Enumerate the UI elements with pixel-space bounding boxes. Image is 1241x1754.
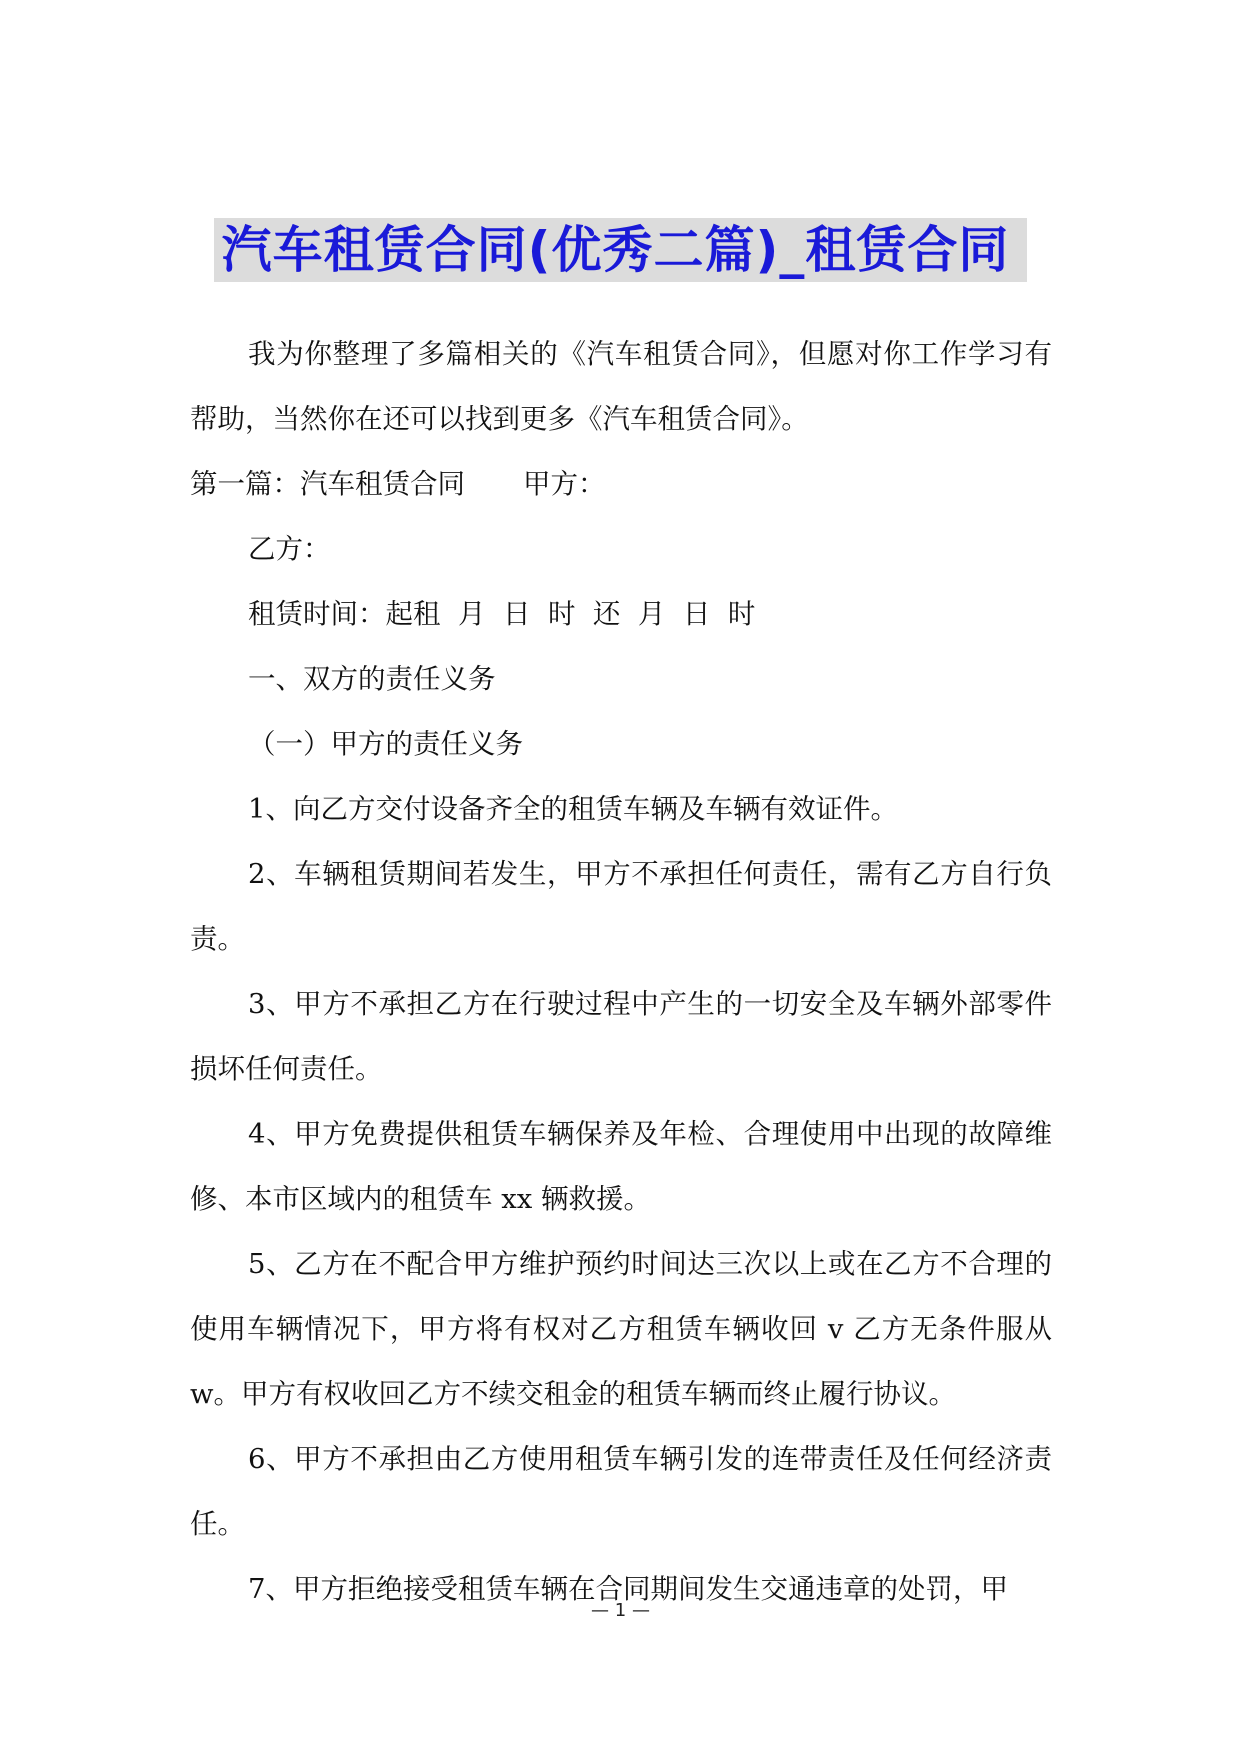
- lease-time-line: 租赁时间：起租 月 日 时 还 月 日 时: [248, 598, 756, 630]
- clause-item: 2、车辆租赁期间若发生，甲方不承担任何责任，需有乙方自行负责。: [190, 858, 1052, 955]
- document-title: 汽车租赁合同(优秀二篇)_租赁合同: [214, 218, 1028, 282]
- clause-item: 4、甲方免费提供租赁车辆保养及年检、合理使用中出现的故障维修、本市区域内的租赁车 xx 辆救援。: [190, 1118, 1052, 1215]
- clause-item: 7、甲方拒绝接受租赁车辆在合同期间发生交通违章的处罚，甲: [248, 1573, 1008, 1605]
- title-container: [0, 218, 1241, 282]
- clause-item: 5、乙方在不配合甲方维护预约时间达三次以上或在乙方不合理的使用车辆情况下，甲方将有权对乙方租赁车辆收回 v 乙方无条件服从 w。甲方有权收回乙方不续交租金的租赁车辆而终止履行协议。: [190, 1248, 1052, 1410]
- clause-item: 1、向乙方交付设备齐全的租赁车辆及车辆有效证件。: [248, 793, 898, 825]
- clause-item: 3、甲方不承担乙方在行驶过程中产生的一切安全及车辆外部零件损坏任何责任。: [190, 988, 1052, 1085]
- section-heading-line: [190, 452, 1052, 517]
- party-a-label: 甲方：: [523, 468, 606, 500]
- subclause-heading: （一）甲方的责任义务: [248, 728, 523, 760]
- document-body: [190, 322, 1052, 1622]
- clause-item: 6、甲方不承担由乙方使用租赁车辆引发的连带责任及任何经济责任。: [190, 1443, 1052, 1540]
- page-number: — 1 —: [591, 1600, 650, 1621]
- clause-heading: 一、双方的责任义务: [248, 663, 496, 695]
- section-heading: 第一篇：汽车租赁合同: [190, 468, 465, 500]
- intro-paragraph: 我为你整理了多篇相关的《汽车租赁合同》，但愿对你工作学习有帮助，当然你在还可以找到更多《汽车租赁合同》。: [190, 338, 1052, 435]
- party-b-label: 乙方：: [248, 533, 331, 565]
